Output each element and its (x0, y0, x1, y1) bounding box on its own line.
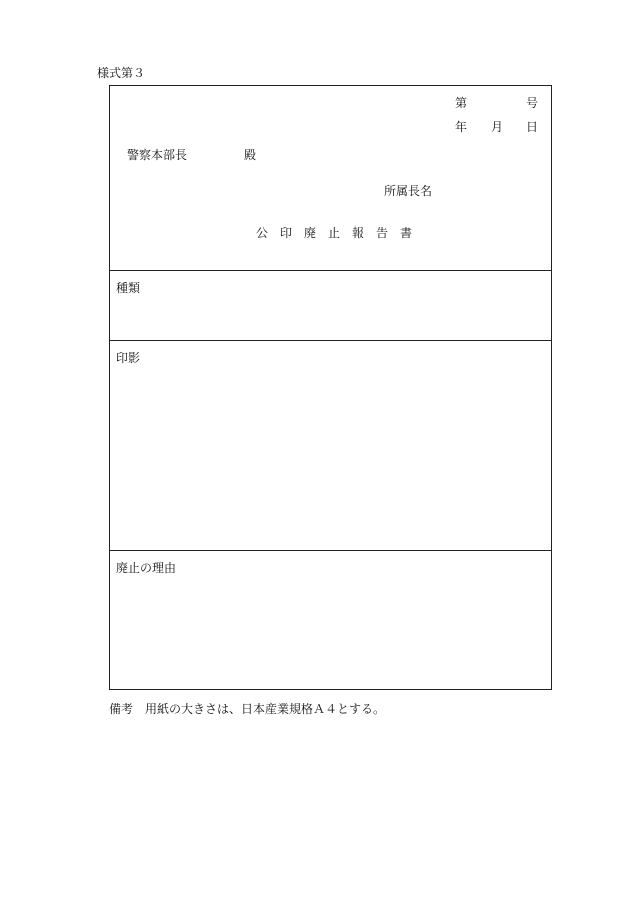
form-title: 公 印 廃 止 報 告 書 (256, 226, 413, 240)
remark-note: 備考 用紙の大きさは、日本産業規格Ａ４とする。 (109, 702, 386, 716)
date-month: 月 (491, 120, 504, 134)
document-number-prefix: 第 (455, 96, 468, 110)
form-number: 様式第３ (97, 66, 146, 80)
reason-label: 廃止の理由 (116, 561, 177, 575)
addressee: 警察本部長 (127, 148, 188, 162)
date-year: 年 (455, 120, 468, 134)
report-form-frame (109, 85, 552, 690)
document-number-suffix: 号 (526, 96, 539, 110)
divider-type (110, 270, 551, 271)
date-day: 日 (526, 120, 539, 134)
impression-label: 印影 (116, 351, 141, 365)
divider-impression (110, 340, 551, 341)
divider-reason (110, 550, 551, 551)
sender-name-label: 所属長名 (384, 184, 433, 198)
honorific: 殿 (244, 148, 257, 162)
type-label: 種類 (116, 281, 141, 295)
